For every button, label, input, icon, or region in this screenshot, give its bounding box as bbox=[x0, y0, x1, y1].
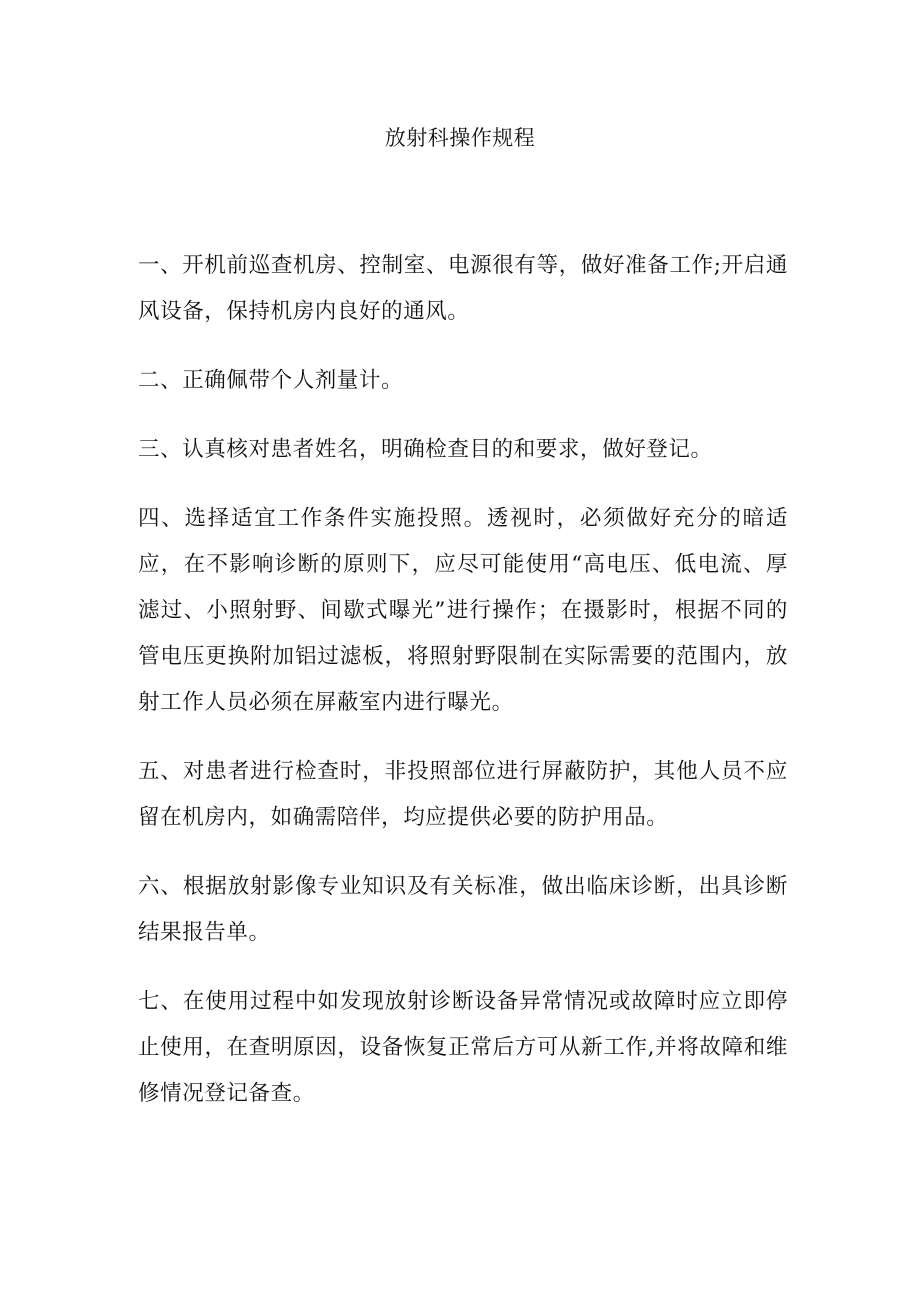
paragraph-1: 一、开机前巡查机房、控制室、电源很有等，做好准备工作;开启通风设备，保持机房内良好的通风。 bbox=[138, 253, 788, 324]
paragraph-3: 三、认真核对患者姓名，明确检查目的和要求，做好登记。 bbox=[138, 437, 713, 462]
paragraph-7: 七、在使用过程中如发现放射诊断设备异常情况或故障时应立即停止使用，在查明原因，设备恢复正常后方可从新工作,并将故障和维修情况登记备查。 bbox=[138, 989, 788, 1106]
document-body bbox=[138, 243, 788, 1140]
document-title: 放射科操作规程 bbox=[384, 126, 536, 150]
paragraph-5: 五、对患者进行检查时，非投照部位进行屏蔽防护，其他人员不应留在机房内，如确需陪伴，均应提供必要的防护用品。 bbox=[138, 759, 788, 830]
paragraph-6: 六、根据放射影像专业知识及有关标准，做出临床诊断，出具诊断结果报告单。 bbox=[138, 874, 788, 945]
paragraph-2: 二、正确佩带个人剂量计。 bbox=[138, 368, 404, 393]
paragraph-4: 四、选择适宜工作条件实施投照。透视时，必须做好充分的暗适应，在不影响诊断的原则下，应尽可能使用“高电压、低电流、厚滤过、小照射野、间歇式曝光”进行操作；在摄影时，根据不同的管电压更换附加铝过滤板，将照射野限制在实际需要的范围内，放射工作人员必须在屏蔽室内进行曝光。 bbox=[138, 506, 788, 715]
